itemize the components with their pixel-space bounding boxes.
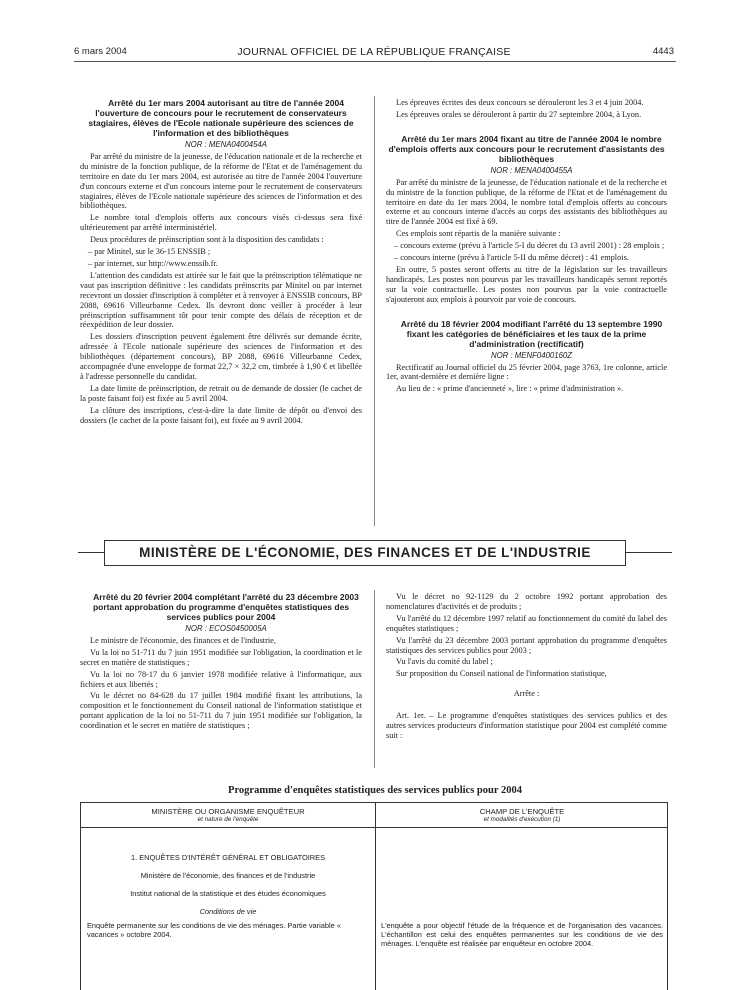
paragraph: Les épreuves écrites des deux concours se dérouleront les 3 et 4 juin 2004. bbox=[396, 98, 644, 107]
arrete-title-4: Arrêté du 20 février 2004 complétant l'arrêté du 23 décembre 2003 portant approbation du programme d'enquêtes statistiques des services publics pour 2004 bbox=[92, 592, 359, 622]
nor-2: NOR : MENA0400455A bbox=[490, 165, 573, 175]
paragraph: Le nombre total d'emplois offerts aux concours visés ci-dessus sera fixé ultérieurement par arrêté interministériel. bbox=[80, 213, 362, 233]
table-survey: Enquête permanente sur les conditions de vie des ménages. Partie variable « vacances » octobre 2004. bbox=[87, 921, 341, 939]
paragraph: Par arrêté du ministre de la jeunesse, de l'éducation nationale et de la recherche et du ministre de la fonction publique, de la réforme de l'Etat et de l'aménagement du territoire en date du 1er mars 2004, est autorisée au titre de l'année 2004 l'ouverture d'un concours externe et d'un concours interne pour le recrutement de conservateurs stagiaires, élèves de l'Ecole nationale supérieure des sciences de l'information et des bibliothèques. bbox=[80, 151, 362, 211]
table-institute: Institut national de la statistique et des études économiques bbox=[130, 889, 326, 898]
list-item: – par Minitel, sur le 36-15 ENSSIB ; bbox=[88, 247, 211, 257]
table-ministry: Ministère de l'économie, des finances et de l'industrie bbox=[140, 871, 316, 880]
header-date: 6 mars 2004 bbox=[74, 46, 127, 57]
paragraph: Les épreuves orales se dérouleront à partir du 27 septembre 2004, à Lyon. bbox=[396, 109, 642, 119]
article-1: Art. 1er. – Le programme d'enquêtes statistiques des services publics et des autres services producteurs d'information statistique pour 2004 est complété comme suit : bbox=[386, 711, 667, 740]
list-item: – concours externe (prévu à l'article 5-I du décret du 13 avril 2001) : 28 emplois ; bbox=[394, 241, 665, 251]
arrete-label: Arrête : bbox=[513, 689, 540, 699]
paragraph: En outre, 5 postes seront offerts au titre de la législation sur les travailleurs handicapés. Les postes non pourvus par les travailleurs handicapés seront reportés sur la voie contractuelle. Les postes non pourvus par la voie contractuelle s'ajouteront aux emplois à pourvoir par voie de concours. bbox=[386, 264, 667, 304]
ministry-banner: MINISTÈRE DE L'ÉCONOMIE, DES FINANCES ET DE L'INDUSTRIE bbox=[104, 540, 626, 566]
journal-title: JOURNAL OFFICIEL DE LA RÉPUBLIQUE FRANÇAISE bbox=[237, 46, 511, 58]
table-scope: L'enquête a pour objectif l'étude de la fréquence et de l'organisation des vacances. L'échantillon est celui des enquêtes permanentes sur les conditions de vie des ménages. L'enquête est réalisée par enquêteur en octobre 2004. bbox=[381, 921, 663, 948]
paragraph: Vu l'avis du comité du label ; bbox=[396, 657, 493, 667]
page-number: 4443 bbox=[652, 46, 674, 57]
table-section-heading: 1. ENQUÊTES D'INTÉRÊT GÉNÉRAL ET OBLIGATOIRES bbox=[130, 853, 326, 862]
paragraph: La date limite de préinscription, de retrait ou de demande de dossier (le cachet de la poste faisant foi) est fixée au 5 avril 2004. bbox=[80, 383, 362, 403]
paragraph: Vu l'arrêté du 12 décembre 1997 relatif au fonctionnement du comité du label des enquêtes statistiques ; bbox=[386, 613, 667, 633]
page-header bbox=[74, 46, 674, 60]
paragraph: Deux procédures de préinscription sont à la disposition des candidats : bbox=[90, 235, 324, 245]
nor-4: NOR : ECOS0450005A bbox=[185, 624, 267, 633]
header-rule bbox=[74, 61, 676, 62]
program-table bbox=[80, 802, 668, 990]
arrete-title-2: Arrêté du 1er mars 2004 fixant au titre de l'année 2004 le nombre d'emplois offerts aux concours pour le recrutement d'assistants des bibliothèques bbox=[388, 133, 665, 164]
arrete-title-1: Arrêté du 1er mars 2004 autorisant au titre de l'année 2004 l'ouverture de concours pour le recrutement de conservateurs stagiaires, élèves de l'Ecole nationale supérieure des sciences de l'information et des bibliothèques bbox=[88, 98, 354, 138]
paragraph: Les dossiers d'inscription peuvent également être délivrés sur demande écrite, adressée à l'Ecole nationale supérieure des sciences de l'information et des bibliothèques (département concours), BP 2088, 69616 Villeurbanne Cedex, accompagnée d'une enveloppe de format 22,7 × 32,2 cm, timbrée à 1,90 € et libellée à l'adresse personnelle du candidat. bbox=[80, 332, 362, 381]
paragraph: Vu la loi no 51-711 du 7 juin 1951 modifiée sur l'obligation, la coordination et le secret en matière de statistiques ; bbox=[80, 647, 362, 667]
list-item: – par internet, sur http://www.enssib.fr. bbox=[88, 258, 218, 268]
paragraph: Vu l'arrêté du 23 décembre 2003 portant approbation du programme d'enquêtes statistiques des services publics pour 2003 ; bbox=[386, 635, 667, 655]
banner-rule-left bbox=[78, 552, 104, 553]
lower-left-column bbox=[80, 592, 362, 733]
arrete-title-3: Arrêté du 18 février 2004 modifiant l'arrêté du 13 septembre 1990 fixant les catégories de bénéficiaires et les taux de la prime d'administration (rectificatif) bbox=[400, 318, 663, 349]
table-header-rule bbox=[81, 827, 667, 828]
column-divider bbox=[374, 96, 375, 526]
paragraph: Vu le décret no 92-1129 du 2 octobre 1992 portant approbation des nomenclatures d'activités et de produits ; bbox=[386, 592, 667, 611]
paragraph: Vu le décret no 84-628 du 17 juillet 1984 modifié fixant les attributions, la composition et le fonctionnement du Conseil national de l'information statistique et portant application de la loi no 51-711 du 7 juin 1951 modifiée sur l'obligation, la coordination et le secret en matière de statistiques ; bbox=[80, 691, 362, 731]
nor-1: NOR : MENA0400454A bbox=[185, 140, 267, 149]
paragraph: Le ministre de l'économie, des finances et de l'industrie, bbox=[90, 635, 276, 645]
paragraph: Sur proposition du Conseil national de l'information statistique, bbox=[396, 669, 607, 679]
nor-3: NOR : MENF0400160Z bbox=[490, 350, 573, 360]
paragraph: Au lieu de : « prime d'ancienneté », lire : « prime d'administration ». bbox=[396, 384, 624, 394]
paragraph: L'attention des candidats est attirée sur le fait que la préinscription télématique ne vaut pas inscription définitive : les candidats préinscrits par Minitel ou par internet recevront un dossier d'inscription à compléter et à renvoyer à ENSSIB concours, BP 2088, 69616 Villeurbanne Cedex. Ils devront donc veiller à procéder à leur préinscription suffisamment tôt pour tenir compte des délais de réception et de réexpédition de leur dossier. bbox=[80, 270, 362, 330]
paragraph: Par arrêté du ministre de la jeunesse, de l'éducation nationale et de la recherche et du ministre de la fonction publique, de la réforme de l'Etat et de l'aménagement du territoire en date du 1er mars 2004, le nombre total d'emplois offerts au concours externe et au concours interne d'accès au corps des assistants des bibliothèques au titre de l'année 2004 est fixé à 69. bbox=[386, 177, 667, 227]
paragraph: Ces emplois sont répartis de la manière suivante : bbox=[396, 229, 561, 239]
table-column-divider bbox=[375, 803, 376, 990]
paragraph: Vu la loi no 78-17 du 6 janvier 1978 modifiée relative à l'informatique, aux fichiers et aux libertés ; bbox=[80, 669, 362, 689]
paragraph: Rectificatif au Journal officiel du 25 février 2004, page 3763, 1re colonne, article 1er, avant-dernière et dernière ligne : bbox=[386, 362, 667, 382]
banner-rule-right bbox=[626, 552, 672, 553]
table-header-col1: MINISTÈRE OU ORGANISME ENQUÊTEUR et nature de l'enquête bbox=[151, 807, 305, 823]
paragraph: La clôture des inscriptions, c'est-à-dire la date limite de dépôt ou d'envoi des dossiers (le cachet de la poste faisant foi), est fixée au 9 avril 2004. bbox=[80, 405, 362, 425]
table-theme: Conditions de vie bbox=[199, 907, 257, 916]
list-item: – concours interne (prévu à l'article 5-II du même décret) : 41 emplois. bbox=[394, 253, 629, 263]
lower-right-column bbox=[386, 592, 667, 743]
column-divider bbox=[374, 590, 375, 768]
right-column bbox=[386, 98, 667, 396]
program-title: Programme d'enquêtes statistiques des services publics pour 2004 bbox=[228, 785, 522, 796]
left-column bbox=[80, 98, 362, 427]
table-header-col2: CHAMP DE L'ENQUÊTE et modalités d'exécution (1) bbox=[479, 807, 565, 823]
